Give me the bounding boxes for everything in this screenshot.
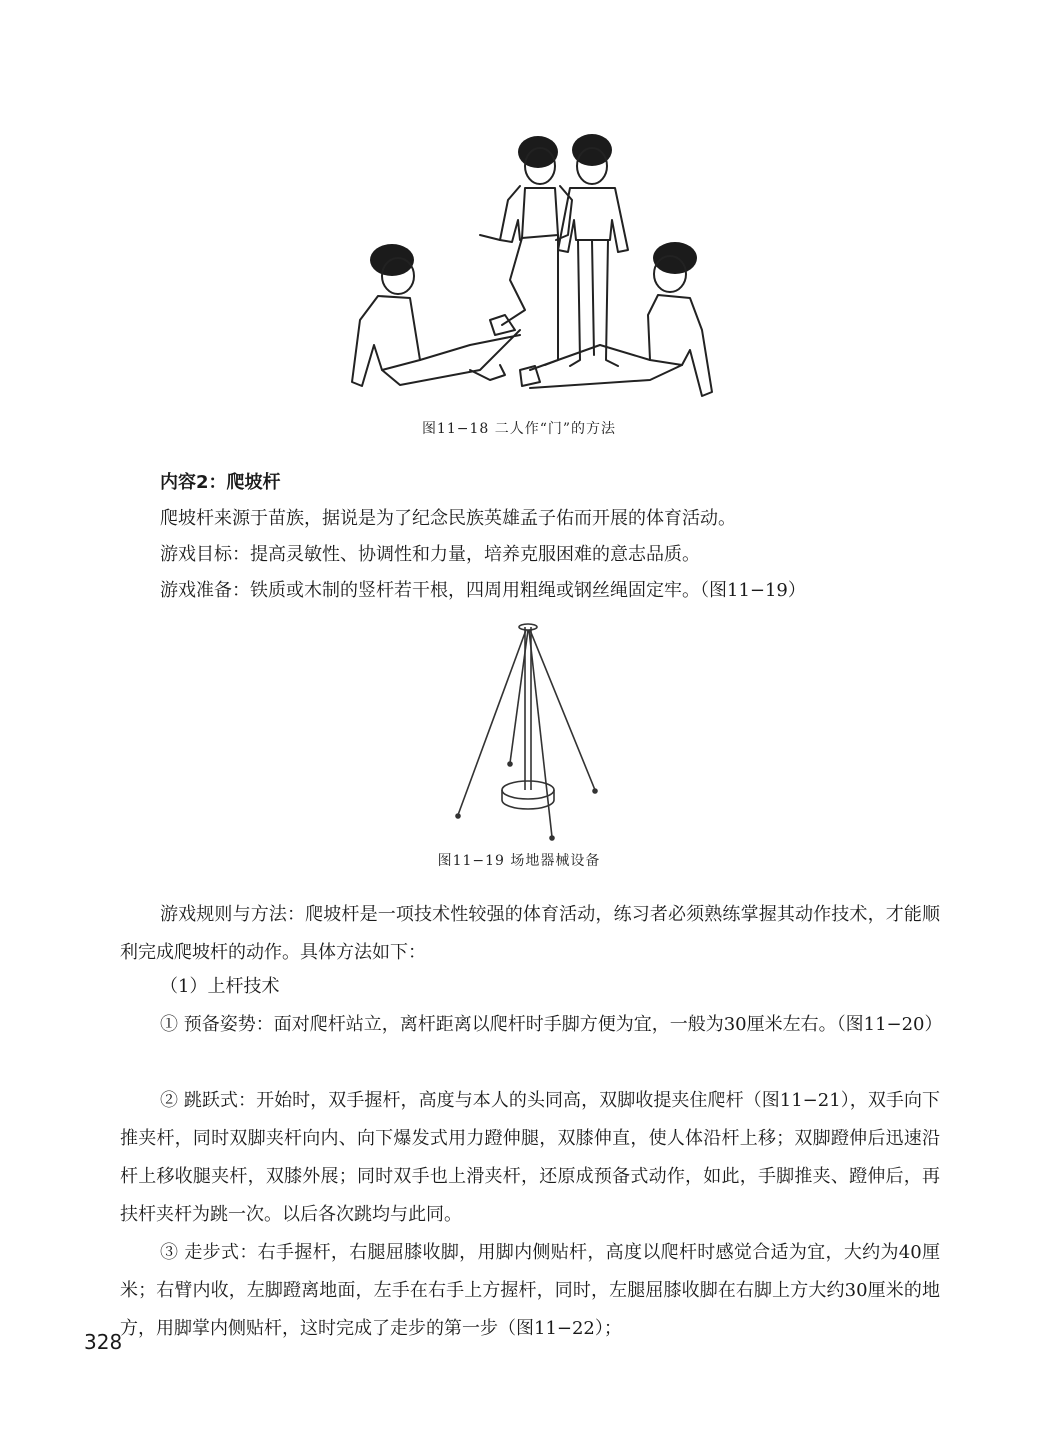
item-3-walk-style: ③ 走步式：右手握杆，右腿屈膝收脚，用脚内侧贴杆，高度以爬杆时感觉合适为宜，大约为40厘米；右臂内收，左脚蹬离地面，左手在右手上方握杆，同时，左腿屈膝收脚在右脚上方大约30厘米的地方，用脚掌内侧贴杆，这时完成了走步的第一步（图11−22）； [120, 1242, 940, 1339]
standing-boy-right [558, 134, 628, 366]
sitting-boy-left [352, 244, 520, 386]
sitting-boy-right [520, 242, 712, 396]
figure-11-19-pole-apparatus [440, 615, 620, 845]
pole-drawing [456, 624, 597, 840]
intro-line-2: 游戏目标：提高灵敏性、协调性和力量，培养克服困难的意志品质。 [160, 544, 700, 565]
rules-paragraph: 游戏规则与方法：爬坡杆是一项技术性较强的体育活动，练习者必须熟练掌握其动作技术，才能顺利完成爬坡杆的动作。具体方法如下： [120, 904, 940, 963]
figure-11-18-caption: 图11−18 二人作“门”的方法 [421, 421, 617, 437]
item-1-ready-posture: ① 预备姿势：面对爬杆站立，离杆距离以爬杆时手脚方便为宜，一般为30厘米左右。（图11−20） [160, 1014, 943, 1035]
section-heading: 内容2：爬坡杆 [160, 472, 281, 493]
figure-11-18-illustration [330, 130, 720, 415]
intro-line-1: 爬坡杆来源于苗族，据说是为了纪念民族英雄孟子佑而开展的体育活动。 [160, 508, 736, 529]
intro-line-3: 游戏准备：铁质或木制的竖杆若干根，四周用粗绳或钢丝绳固定牢。（图11−19） [160, 580, 806, 601]
item-2-jump-style: ② 跳跃式：开始时，双手握杆，高度与本人的头同高，双脚收提夹住爬杆（图11−21），双手向下推夹杆，同时双脚夹杆向内、向下爆发式用力蹬伸腿，双膝伸直，使人体沿杆上移；双脚蹬伸后迅速沿杆上移收腿夹杆，双膝外展；同时双手也上滑夹杆，还原成预备式动作，如此，手脚推夹、蹬伸后，再扶杆夹杆为跳一次。以后各次跳均与此同。 [120, 1090, 940, 1225]
figure-11-19-caption: 图11−19 场地器械设备 [437, 853, 601, 869]
page-number: 328 [84, 1330, 123, 1354]
subheading-upper-pole: （1）上杆技术 [160, 976, 280, 997]
